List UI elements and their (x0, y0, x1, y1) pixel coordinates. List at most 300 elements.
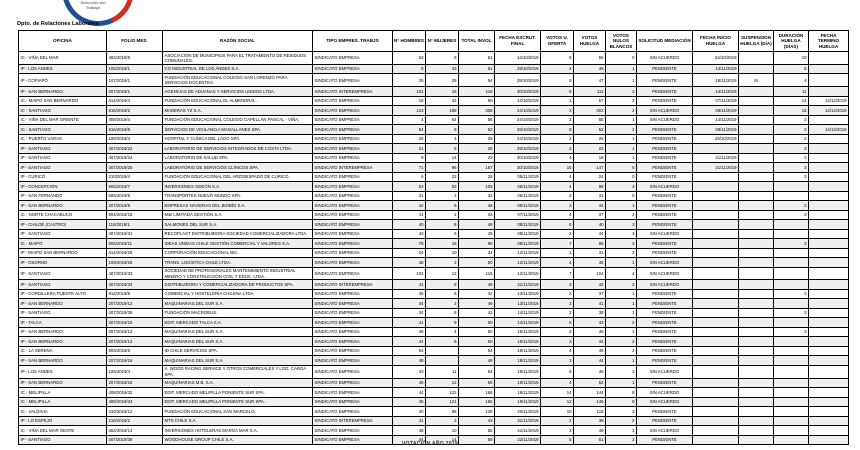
cell: 10 (774, 52, 809, 65)
cell: SINDICATO EMPRESA (313, 365, 393, 378)
cell: 96 (426, 163, 459, 173)
cell: 3 (541, 201, 574, 211)
cell (426, 346, 459, 356)
cell (693, 258, 739, 268)
cell: 55 (459, 426, 495, 436)
cell: IC - SANTIAGO (19, 106, 107, 116)
cell: IC - PUERTO VARAS (19, 134, 107, 144)
cell: 5 (541, 87, 574, 97)
cell: 61 (459, 52, 495, 65)
cell: PENDIENTE (637, 74, 693, 87)
cell: 14/10/2019 (495, 52, 541, 65)
cell (693, 229, 739, 239)
cell: IP - SANTIAGO (19, 280, 107, 290)
cell: 41 (393, 210, 426, 220)
cell: SIN ACUERDO (637, 182, 693, 192)
cell (774, 346, 809, 356)
cell: 166 (459, 388, 495, 398)
cell: 166 (459, 397, 495, 407)
cell: 147 (574, 163, 606, 173)
cell: 24 (574, 172, 606, 182)
column-header: FECHA ESCRUT. FINAL (495, 31, 541, 52)
column-header: TIPO EMPRES. TRABJS (313, 31, 393, 52)
cell (739, 172, 774, 182)
cell: SOCIEDAD DE PROFESIONALES MANTENIMIENTO INDUSTRIAL MINERO Y CONSTRUCCIÓN CIVIL Y EDUC. LTDA. (163, 267, 313, 280)
cell: SINDICATO EMPRESA (313, 327, 393, 337)
cell: 56 (574, 52, 606, 65)
cell: 52 (574, 378, 606, 388)
cell: 52 (574, 125, 606, 135)
cell (809, 87, 849, 97)
cell: FUNDACIÓN EDUCACIONAL COLEGIO CAPELLÁN PASCAL - VIÑA. (163, 115, 313, 125)
cell: 5 (541, 435, 574, 445)
cell: 38 (574, 308, 606, 318)
cell: 41 (393, 318, 426, 328)
cell: 50 (459, 327, 495, 337)
cell (809, 52, 849, 65)
column-header: TOTAL INVOL (459, 31, 495, 52)
cell: PENDIENTE (637, 248, 693, 258)
table-row (19, 365, 849, 378)
cell: IP - SAN BERNARDO (19, 327, 107, 337)
cell: 505/2019/6 (107, 191, 163, 201)
cell: SALMONES DEL SUR S.A. (163, 220, 313, 230)
cell (693, 289, 739, 299)
table-row (19, 248, 849, 258)
cell: 43 (459, 210, 495, 220)
cell: 21/11/2019 (693, 153, 739, 163)
cell: 13/11/2019 (495, 289, 541, 299)
cell: TRANS. LOGÍSTICA CHILE LTDA. (163, 258, 313, 268)
cell: 5 (541, 52, 574, 65)
cell: 804/2019/18 (107, 210, 163, 220)
cell: 3 (606, 407, 637, 417)
cell: PENDIENTE (637, 356, 693, 366)
cell: A. WOOD RACING SERVICE Y OTROS COMERCIALES Y LOG. CARGA SPA. (163, 365, 313, 378)
cell (693, 299, 739, 309)
cell: 207/2019/16 (107, 356, 163, 366)
cell: SINDICATO EMPRESA (313, 74, 393, 87)
cell: CO INDUSTRIAL DE LOS ANDES S.A. (163, 64, 313, 74)
table-row (19, 191, 849, 201)
cell: IP - SAN BERNARDO (19, 356, 107, 366)
cell (739, 397, 774, 407)
cell: SINDICATO EMPRESA (313, 191, 393, 201)
table-row (19, 289, 849, 299)
cell: 2 (541, 115, 574, 125)
cell: 4 (541, 258, 574, 268)
cell: 54 (393, 346, 426, 356)
cell: 18/11/2019 (693, 74, 739, 87)
cell: SINDICATO EMPRESA (313, 308, 393, 318)
cell: 86 (574, 239, 606, 249)
cell: 2 (541, 134, 574, 144)
cell (739, 144, 774, 154)
cell (739, 280, 774, 290)
cell: SIN ACUERDO (637, 280, 693, 290)
table-row (19, 397, 849, 407)
cell: IP - SANTIAGO (19, 435, 107, 445)
cell (739, 378, 774, 388)
cell: FUNDACIÓN MACROBUS. (163, 308, 313, 318)
cell: SINDICATO INTEREMPRESA (313, 416, 393, 426)
cell: 14 (774, 96, 809, 106)
cell: 1 (541, 96, 574, 106)
cell (693, 267, 739, 280)
cell (693, 182, 739, 192)
logo-text (58, 1, 128, 11)
cell: 3 (541, 356, 574, 366)
cell: 414/2019/28 (107, 248, 163, 258)
cell: 14/11/2019 (693, 64, 739, 74)
cell: 58 (459, 435, 495, 445)
cell: PENDIENTE (637, 144, 693, 154)
table-row (19, 416, 849, 426)
cell: PENDIENTE (637, 346, 693, 356)
cell: 5 (541, 220, 574, 230)
cell: 408/2019/34 (107, 397, 163, 407)
cell: 407/2019/38 (107, 435, 163, 445)
cell: 1 (606, 308, 637, 318)
cell: 25/10/2019 (693, 134, 739, 144)
cell: 88 (426, 407, 459, 417)
cell: FUNDACIÓN EDUCACIONAL COLEGIO SAN LORENZO PARA SERVICIOS DOCENTES. (163, 74, 313, 87)
column-header: N° HOMBRES (393, 31, 426, 52)
cell: 18 (426, 239, 459, 249)
cell: 303 (574, 106, 606, 116)
cell: 46 (459, 299, 495, 309)
cell: 2 (606, 435, 637, 445)
cell (809, 280, 849, 290)
cell: 207/2019/18 (107, 378, 163, 388)
table-row (19, 96, 849, 106)
cell: 1 (606, 258, 637, 268)
cell: 6 (774, 64, 809, 74)
cell (739, 318, 774, 328)
cell (739, 327, 774, 337)
cell: 4 (393, 115, 426, 125)
cell: SIN ACUERDO (637, 388, 693, 398)
cell: 42 (459, 308, 495, 318)
cell: 07/11/2019 (495, 210, 541, 220)
cell: SIN ACUERDO (637, 397, 693, 407)
cell: 96 (459, 239, 495, 249)
cell: 29/10/2019 (495, 64, 541, 74)
table-row (19, 388, 849, 398)
cell (809, 327, 849, 337)
cell: 3 (541, 299, 574, 309)
cell: 2 (774, 327, 809, 337)
cell: 44 (574, 201, 606, 211)
cell: SINDICATO EMPRESA (313, 96, 393, 106)
cell: 2 (606, 337, 637, 347)
cell: SINDICATO EMPRESA (313, 289, 393, 299)
table-row (19, 182, 849, 192)
cell: AGENCIAS DE ADUANAS Y SERVICIOS UNIDOS LTDA. (163, 87, 313, 97)
cell: 2 (606, 125, 637, 135)
cell: RECOPLAST DISTRIBUIDORA SOCIEDAD COMERCIALIZADORA LTDA. (163, 229, 313, 239)
cell: 9 (426, 318, 459, 328)
cell: 5 (541, 365, 574, 378)
table-row (19, 378, 849, 388)
cell (739, 134, 774, 144)
cell: IP - CURICÓ (19, 172, 107, 182)
cell (426, 356, 459, 366)
cell: 4 (426, 327, 459, 337)
cell: 54 (393, 125, 426, 135)
cell: PENDIENTE (637, 318, 693, 328)
cell: 816/2019/8 (107, 125, 163, 135)
cell: 3 (541, 337, 574, 347)
cell (809, 346, 849, 356)
cell: 36 (393, 289, 426, 299)
cell: EDIT. MERCADO MELIPILLA PONIENTE SUR SPA. (163, 388, 313, 398)
cell: 14/10/2019 (495, 96, 541, 106)
cell: 402/2019/14 (107, 426, 163, 436)
cell: 21/11/2019 (495, 416, 541, 426)
logo-line1: Dirección del (80, 0, 106, 5)
cell: 07/11/2019 (693, 96, 739, 106)
table-row (19, 153, 849, 163)
cell (809, 388, 849, 398)
table-row (19, 318, 849, 328)
table-header (19, 31, 849, 52)
table-row (19, 299, 849, 309)
cell: 42 (393, 201, 426, 211)
cell: PENDIENTE (637, 327, 693, 337)
cell (774, 280, 809, 290)
cell: 14 (426, 435, 459, 445)
cell: 43 (426, 64, 459, 74)
cell (739, 299, 774, 309)
cell: PENDIENTE (637, 416, 693, 426)
cell: PENDIENTE (637, 191, 693, 201)
cell: 2 (541, 416, 574, 426)
cell (739, 267, 774, 280)
table-row (19, 125, 849, 135)
cell (739, 426, 774, 436)
cell: 12/11/2019 (495, 267, 541, 280)
cell (739, 191, 774, 201)
cell: 207/2019/1 (107, 87, 163, 97)
table-row (19, 210, 849, 220)
table-row (19, 52, 849, 65)
cell: 21/11/2019 (495, 280, 541, 290)
cell: 49 (459, 229, 495, 239)
cell: 3 (541, 426, 574, 436)
cell: 2 (606, 248, 637, 258)
cell: 4 (774, 74, 809, 87)
cell: 1 (606, 115, 637, 125)
cell: 46 (393, 378, 426, 388)
cell: PENDIENTE (637, 289, 693, 299)
cell: 104 (574, 267, 606, 280)
cell (809, 115, 849, 125)
cell: 805/2019/7 (107, 182, 163, 192)
cell: 8 (541, 125, 574, 135)
cell (739, 308, 774, 318)
cell: 29/10/2019 (495, 144, 541, 154)
cell: SINDICATO EMPRESA (313, 356, 393, 366)
cell: 45 (574, 258, 606, 268)
cell: 60 (459, 96, 495, 106)
cell: 8 (606, 397, 637, 407)
cell: 22/11/2019 (495, 435, 541, 445)
cell: INVERSIONES ODEÓN S.A. (163, 182, 313, 192)
table-row (19, 163, 849, 173)
cell: SINDICATO INTEREMPRESA (313, 280, 393, 290)
table-row (19, 106, 849, 116)
cell: 46 (574, 365, 606, 378)
cell: IP - SAN FERNANDO (19, 191, 107, 201)
cell: 7 (541, 239, 574, 249)
cell (774, 191, 809, 201)
cell: 24/10/2019 (495, 106, 541, 116)
cell (739, 416, 774, 426)
header-row (19, 31, 849, 52)
cell (739, 239, 774, 249)
cell (809, 356, 849, 366)
cell: 1 (606, 327, 637, 337)
cell: 06/11/2019 (495, 191, 541, 201)
cell (809, 365, 849, 378)
cell: 4 (541, 64, 574, 74)
cell: 2 (541, 327, 574, 337)
cell: PENDIENTE (637, 308, 693, 318)
cell: 34 (393, 308, 426, 318)
cell: SINDICATO EMPRESA (313, 153, 393, 163)
cell: 408/2019/32 (107, 388, 163, 398)
cell: 44 (393, 337, 426, 347)
cell: 48 (393, 258, 426, 268)
cell (809, 289, 849, 299)
cell: 146 (574, 397, 606, 407)
cell (739, 258, 774, 268)
cell: 44 (393, 299, 426, 309)
cell: SINDICATO EMPRESA (313, 115, 393, 125)
cell: 2 (774, 172, 809, 182)
cell (693, 172, 739, 182)
cell: SINDICATO EMPRESA (313, 52, 393, 65)
cell: 19/11/2019 (495, 378, 541, 388)
cell: IP - SAN BERNARDO (19, 299, 107, 309)
cell: IP - SANTIAGO (19, 308, 107, 318)
cell: 5 (606, 163, 637, 173)
cell: 1 (606, 134, 637, 144)
table-row (19, 337, 849, 347)
cell: 47 (574, 74, 606, 87)
cell: 1 (606, 64, 637, 74)
cell: SIN ACUERDO (637, 426, 693, 436)
cell: IP - SAN BERNARDO (19, 378, 107, 388)
cell: 115 (574, 407, 606, 417)
cell (693, 416, 739, 426)
cell: 43 (574, 318, 606, 328)
cell: 25 (393, 134, 426, 144)
cell: 2 (774, 153, 809, 163)
cell: 22 (426, 172, 459, 182)
cell: 08/11/2019 (495, 229, 541, 239)
cell: SINDICATO EMPRESA (313, 318, 393, 328)
cell (774, 258, 809, 268)
table-row (19, 134, 849, 144)
cell: PENDIENTE (637, 172, 693, 182)
cell: SIN ACUERDO (637, 115, 693, 125)
cell: 102 (393, 87, 426, 97)
cell: 167 (459, 163, 495, 173)
cell: 1 (606, 299, 637, 309)
cell: M&I LIMITADA GESTIÓN S.A. (163, 210, 313, 220)
cell: 37 (574, 210, 606, 220)
cell (693, 397, 739, 407)
column-header: N° MUJERES (426, 31, 459, 52)
column-header: DURACIÓN HUELGA (DÍAS) (774, 31, 809, 52)
cell: 122 (426, 388, 459, 398)
cell: 3 (541, 280, 574, 290)
cell (809, 426, 849, 436)
cell: 3 (774, 144, 809, 154)
cell (739, 182, 774, 192)
cell: SINDICATO EMPRESA (313, 299, 393, 309)
cell: DISTRIBUIDORA Y COMERCIALIZADORA DE PRODUCTOS SPA. (163, 280, 313, 290)
cell: IP - SAN BERNARDO (19, 201, 107, 211)
cell (809, 337, 849, 347)
column-header: VOTOS HUELGA (574, 31, 606, 52)
cell: IP - SANTIAGO (19, 153, 107, 163)
cell: 16 (426, 87, 459, 97)
cell (809, 182, 849, 192)
cell: 42 (459, 289, 495, 299)
cell (774, 365, 809, 378)
cell: 14/11/2019 (495, 318, 541, 328)
cell: 0 (606, 191, 637, 201)
cell: 24/10/2019 (495, 134, 541, 144)
cell: 19/11/2019 (495, 388, 541, 398)
cell (809, 144, 849, 154)
cell (739, 337, 774, 347)
cell (774, 318, 809, 328)
cell (693, 327, 739, 337)
cell: 2 (606, 210, 637, 220)
cell: 14/11/2019 (693, 87, 739, 97)
cell: 24/10/2019 (693, 52, 739, 65)
table-row (19, 308, 849, 318)
cell: 8 (426, 52, 459, 65)
cell: 34 (459, 248, 495, 258)
cell: IC - NORTE CHACABUCO (19, 210, 107, 220)
cell: IP - SANTIAGO (19, 144, 107, 154)
cell: 803/2019/5 (107, 346, 163, 356)
cell: 52 (426, 182, 459, 192)
cell: 71 (393, 163, 426, 173)
cell: 45 (393, 397, 426, 407)
cell: 50 (459, 337, 495, 347)
cell: 06/11/2019 (495, 201, 541, 211)
cell: 20/11/2019 (495, 407, 541, 417)
cell: SINDICATO EMPRESA (313, 258, 393, 268)
cell: 2 (606, 106, 637, 116)
cell (739, 229, 774, 239)
cell: 407/2019/36 (107, 308, 163, 318)
cell: SINDICATO EMPRESA (313, 210, 393, 220)
cell: IP - TALCA (19, 318, 107, 328)
cell (739, 220, 774, 230)
cell: 216/2019/2 (107, 416, 163, 426)
cell: SIN ACUERDO (637, 229, 693, 239)
cell (809, 172, 849, 182)
cell: 4 (541, 378, 574, 388)
cell: 805/2019/11 (107, 239, 163, 249)
